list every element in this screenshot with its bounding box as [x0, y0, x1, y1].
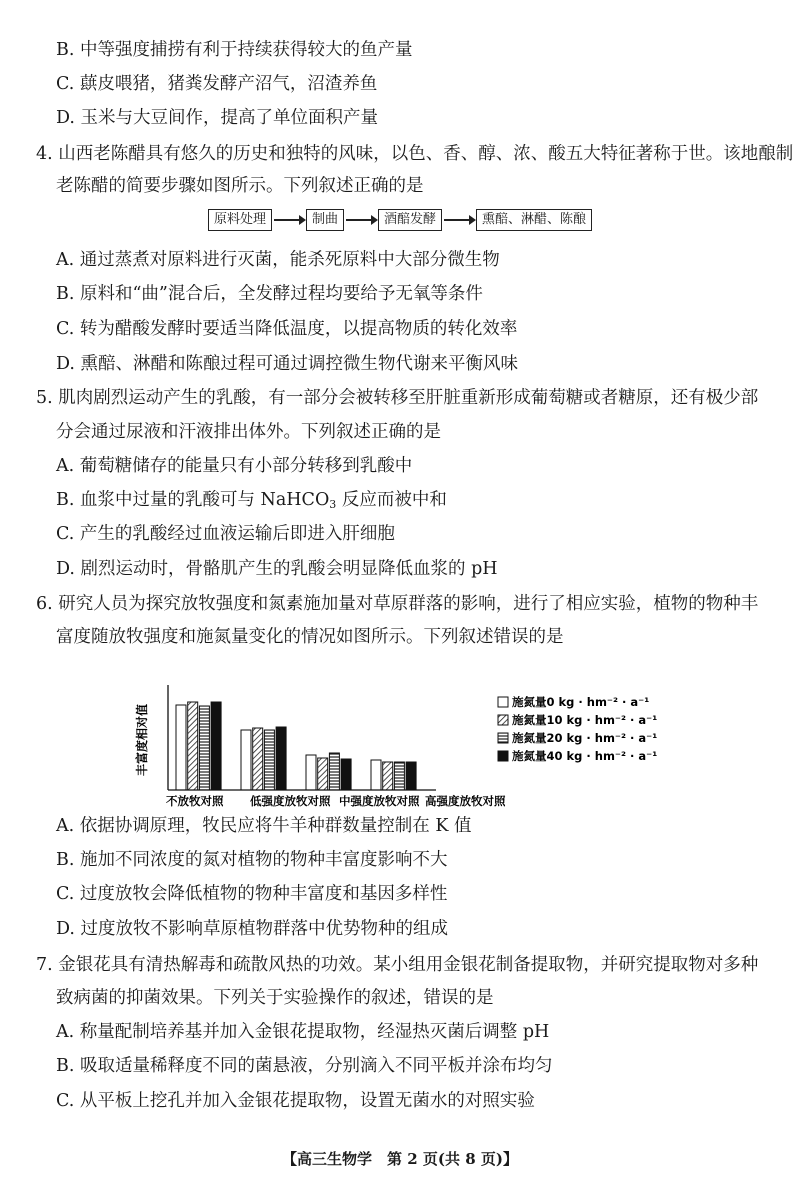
- bar: [406, 762, 416, 790]
- q5b-text: B. 血浆中过量的乳酸可与 NaHCO: [56, 490, 330, 510]
- q5-option-b: [0, 488, 780, 517]
- bar: [188, 702, 198, 790]
- q3-option-c: C. 蕻皮喂猪，猪粪发酵产沼气，沼渣养鱼: [56, 74, 378, 94]
- bar: [241, 730, 251, 790]
- q4-stem-line2: 老陈醋的简要步骤如图所示。下列叙述正确的是: [56, 176, 424, 196]
- richness-bar-chart: [130, 672, 690, 812]
- q4-option-b: B. 原料和“曲”混合后，全发酵过程均要给予无氧等条件: [56, 284, 483, 304]
- legend-swatch: [498, 751, 508, 761]
- x-tick-label: 高强度放牧对照: [425, 794, 506, 808]
- legend-entry: 施氮量40 kg · hm⁻² · a⁻¹: [512, 749, 658, 763]
- x-tick-label: 中强度放牧对照: [339, 794, 420, 808]
- flow-diagram: [0, 209, 800, 231]
- q5-option-a: A. 葡萄糖储存的能量只有小部分转移到乳酸中: [56, 456, 413, 476]
- bar: [306, 755, 316, 790]
- x-tick-label: 不放牧对照: [166, 794, 224, 808]
- bar: [176, 705, 186, 790]
- q4-option-d: D. 熏醅、淋醋和陈酿过程可通过调控微生物代谢来平衡风味: [56, 354, 519, 374]
- bar: [264, 730, 274, 790]
- x-tick-label: 低强度放牧对照: [250, 794, 331, 808]
- bar: [276, 727, 286, 790]
- legend-swatch: [498, 697, 508, 707]
- q5b-text-end: 反应而被中和: [336, 490, 447, 510]
- bar: [341, 759, 351, 790]
- q6-option-c: C. 过度放牧会降低植物的物种丰富度和基因多样性: [56, 884, 448, 904]
- legend-entry: 施氮量10 kg · hm⁻² · a⁻¹: [512, 713, 658, 727]
- q5-stem-line1: 5. 肌肉剧烈运动产生的乳酸，有一部分会被转移至肝脏重新形成葡萄糖或者糖原，还有极少部: [36, 388, 759, 408]
- q4-option-a: A. 通过蒸煮对原料进行灭菌，能杀死原料中大部分微生物: [56, 250, 500, 270]
- q5-option-d: D. 剧烈运动时，骨骼肌产生的乳酸会明显降低血浆的 pH: [56, 559, 498, 579]
- q7-option-b: B. 吸取适量稀释度不同的菌悬液，分别滴入不同平板并涂布均匀: [56, 1056, 553, 1076]
- flow-step-3: 酒醅发酵: [378, 209, 442, 231]
- q4-option-c: C. 转为醋酸发酵时要适当降低温度，以提高物质的转化效率: [56, 319, 518, 339]
- q5b-subscript: 3: [329, 498, 337, 511]
- q7-stem-line2: 致病菌的抑菌效果。下列关于实验操作的叙述，错误的是: [56, 988, 494, 1008]
- q7-stem-line1: 7. 金银花具有清热解毒和疏散风热的功效。某小组用金银花制备提取物，并研究提取物对多种: [36, 955, 759, 975]
- flow-step-2: 制曲: [306, 209, 344, 231]
- legend-swatch: [498, 715, 508, 725]
- q4-stem-line1: 4. 山西老陈醋具有悠久的历史和独特的风味，以色、香、醇、浓、酸五大特征著称于世。该地酿制: [36, 144, 794, 164]
- q7-option-c: C. 从平板上挖孔并加入金银花提取物，设置无菌水的对照实验: [56, 1091, 535, 1111]
- bar: [394, 762, 404, 790]
- bar: [199, 706, 209, 790]
- q6-stem-line1: 6. 研究人员为探究放牧强度和氮素施加量对草原群落的影响，进行了相应实验，植物的物种丰: [36, 594, 759, 614]
- q6-option-d: D. 过度放牧不影响草原植物群落中优势物种的组成: [56, 919, 449, 939]
- bar: [253, 728, 263, 790]
- q6-stem-line2: 富度随放牧强度和施氮量变化的情况如图所示。下列叙述错误的是: [56, 627, 564, 647]
- bar: [371, 760, 381, 790]
- flow-arrow-icon: [346, 219, 376, 221]
- flow-step-4: 熏醅、淋醋、陈酿: [476, 209, 592, 231]
- q6-option-a: A. 依据协调原理，牧民应将牛羊种群数量控制在 K 值: [56, 816, 472, 836]
- bar: [383, 762, 393, 790]
- bar: [329, 753, 339, 790]
- bar: [318, 758, 328, 790]
- q6-option-b: B. 施加不同浓度的氮对植物的物种丰富度影响不大: [56, 850, 448, 870]
- q5-option-c: C. 产生的乳酸经过血液运输后即进入肝细胞: [56, 524, 395, 544]
- legend-swatch: [498, 733, 508, 743]
- q3-option-d: D. 玉米与大豆间作，提高了单位面积产量: [56, 108, 379, 128]
- q3-option-b: B. 中等强度捕捞有利于持续获得较大的鱼产量: [56, 40, 413, 60]
- flow-arrow-icon: [274, 219, 304, 221]
- q7-option-a: A. 称量配制培养基并加入金银花提取物，经湿热灭菌后调整 pH: [56, 1022, 550, 1042]
- page-footer: 【高三生物学 第 2 页(共 8 页)】: [282, 1150, 518, 1168]
- y-axis-label: 丰富度相对值: [135, 703, 149, 777]
- legend-entry: 施氮量20 kg · hm⁻² · a⁻¹: [512, 731, 658, 745]
- flow-step-1: 原料处理: [208, 209, 272, 231]
- legend-entry: 施氮量0 kg · hm⁻² · a⁻¹: [512, 695, 650, 709]
- bar: [211, 702, 221, 790]
- flow-arrow-icon: [444, 219, 474, 221]
- q5-stem-line2: 分会通过尿液和汗液排出体外。下列叙述正确的是: [56, 422, 441, 442]
